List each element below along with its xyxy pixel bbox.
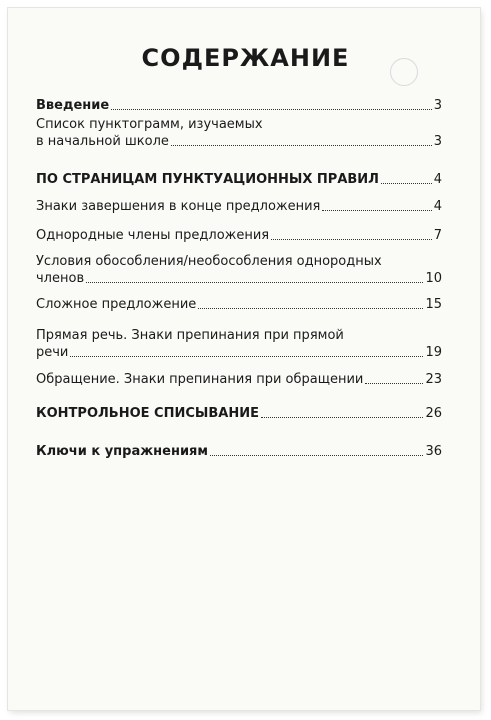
- toc-label: речи: [36, 345, 69, 360]
- toc-label: в начальной школе: [36, 134, 169, 149]
- leader-dots: [198, 308, 423, 309]
- toc-label: Введение: [36, 98, 110, 113]
- toc-entry-answer-keys: [36, 444, 442, 460]
- toc-entry-address: [36, 372, 442, 388]
- toc-page-number: 4: [433, 199, 442, 214]
- toc-label: КОНТРОЛЬНОЕ СПИСЫВАНИЕ: [36, 406, 259, 421]
- leader-dots: [322, 210, 431, 211]
- leader-dots: [70, 356, 423, 357]
- toc-page-number: 15: [425, 297, 442, 312]
- leader-dots: [381, 183, 432, 184]
- toc-entry-isolation-conditions: [36, 253, 442, 287]
- toc-entry-homogeneous-members: [36, 228, 442, 244]
- toc-label: Однородные члены предложения: [36, 228, 270, 243]
- toc-label: Сложное предложение: [36, 297, 197, 312]
- toc-entry-complex-sentence: [36, 297, 442, 313]
- toc-page-number: 4: [433, 172, 442, 187]
- toc-entry-punctogram-list: [36, 116, 442, 150]
- toc-entry-end-marks: [36, 199, 442, 215]
- leader-dots: [271, 239, 432, 240]
- toc-page-number: 23: [425, 372, 442, 387]
- toc-label-line1: Список пунктограмм, изучаемых: [36, 117, 263, 132]
- leader-dots: [365, 383, 423, 384]
- leader-dots: [210, 455, 423, 456]
- toc-entry-punctuation-rules: [36, 172, 442, 188]
- toc-label: Обращение. Знаки препинания при обращении: [36, 372, 364, 387]
- page-title: СОДЕРЖАНИЕ: [141, 44, 350, 72]
- toc-page-number: 10: [425, 271, 442, 286]
- toc-page-number: 19: [425, 345, 442, 360]
- toc-page-number: 36: [425, 444, 442, 459]
- toc-entry-intro: [36, 98, 442, 114]
- toc-label: Ключи к упражнениям: [36, 444, 209, 459]
- toc-label: ПО СТРАНИЦАМ ПУНКТУАЦИОННЫХ ПРАВИЛ: [36, 172, 379, 187]
- toc-entry-direct-speech: [36, 327, 442, 361]
- leader-dots: [261, 417, 423, 418]
- toc-page-number: 7: [433, 228, 442, 243]
- leader-dots: [171, 145, 432, 146]
- toc-label: членов: [36, 271, 85, 286]
- leader-dots: [86, 282, 423, 283]
- toc-entry-control-copying: [36, 406, 442, 422]
- toc-page-number: 3: [433, 98, 442, 113]
- toc-label-line1: Прямая речь. Знаки препинания при прямой: [36, 328, 344, 343]
- toc-label: Знаки завершения в конце предложения: [36, 199, 321, 214]
- toc-page-number: 3: [433, 134, 442, 149]
- toc-label-line1: Условия обособления/необособления однородных: [36, 254, 382, 269]
- toc-page-number: 26: [425, 406, 442, 421]
- leader-dots: [111, 109, 432, 110]
